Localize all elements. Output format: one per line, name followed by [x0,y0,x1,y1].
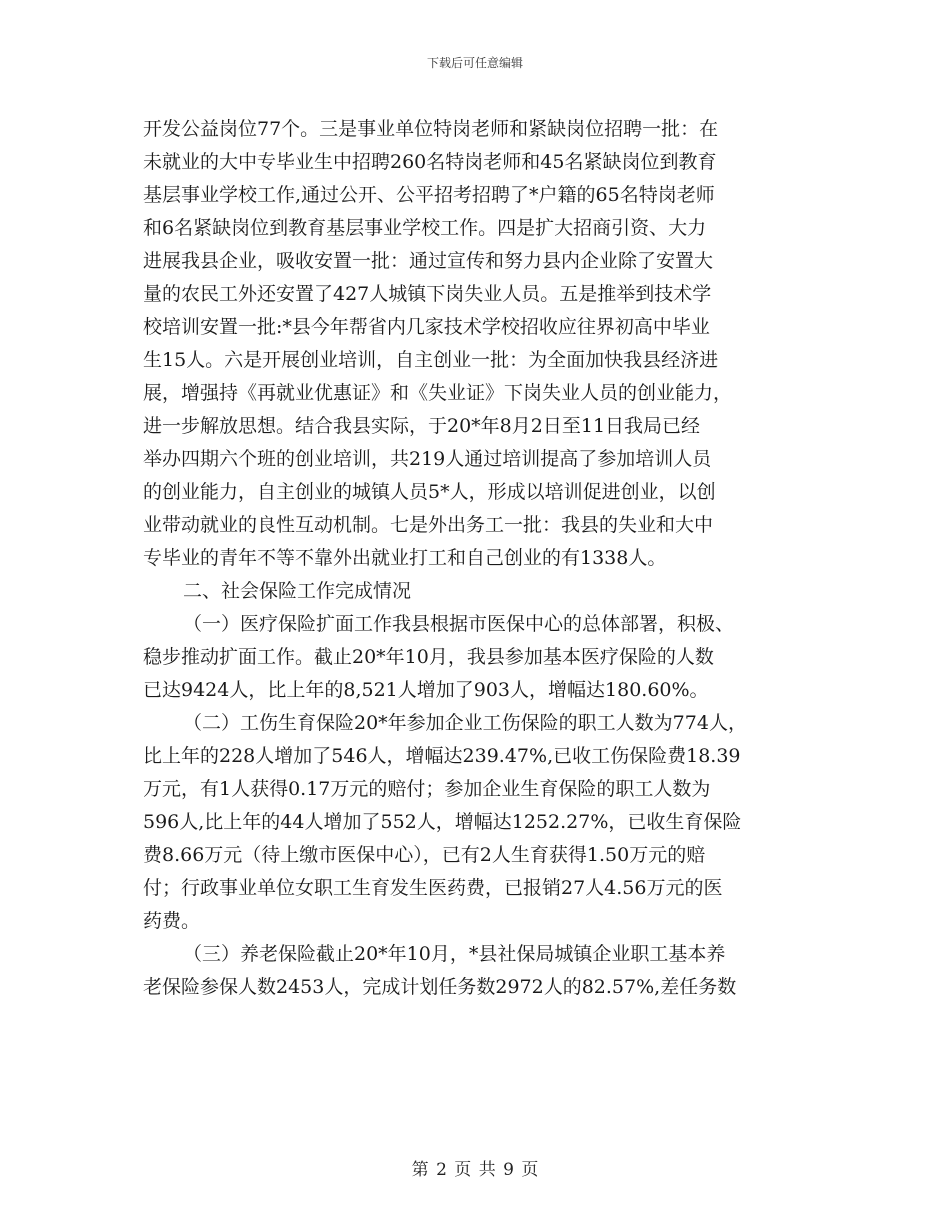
text-line: 业带动就业的良性互动机制。七是外出务工一批：我县的失业和大中 [143,514,714,536]
text-line: 596人,比上年的44人增加了552人，增幅达1252.27%，已收生育保险 [143,811,742,833]
text-line: 基层事业学校工作,通过公开、公平招考招聘了*户籍的65名特岗老师 [143,184,715,206]
text-line: （二）工伤生育保险20*年参加企业工伤保险的职工人数为774人， [183,712,747,734]
text-line: 和6名紧缺岗位到教育基层事业学校工作。四是扩大招商引资、大力 [143,217,707,239]
text-line: 二、社会保险工作完成情况 [183,580,412,602]
text-line: 比上年的228人增加了546人，增幅达239.47%,已收工伤保险费18.39 [143,745,741,767]
text-line: 举办四期六个班的创业培训，共219人通过培训提高了参加培训人员 [143,448,712,470]
text-line: 专毕业的青年不等不靠外出就业打工和自己创业的有1338人。 [143,547,667,569]
text-line: 量的农民工外还安置了427人城镇下岗失业人员。五是推举到技术学 [143,283,712,305]
page-header: 下载后可任意编辑 [426,56,523,70]
text-line: 校培训安置一批:*县今年帮省内几家技术学校招收应往界初高中毕业 [143,316,710,338]
document-body [143,113,823,1004]
text-line: 老保险参保人数2453人，完成计划任务数2972人的82.57%,差任务数 [143,976,737,998]
text-line: 生15人。六是开展创业培训，自主创业一批：为全面加快我县经济进 [143,349,719,371]
text-line: 药费。 [143,910,201,932]
text-line: （三）养老保险截止20*年10月，*县社保局城镇企业职工基本养 [183,943,726,965]
text-line: 开发公益岗位77个。三是事业单位特岗老师和紧缺岗位招聘一批：在 [143,118,719,140]
text-line: 稳步推动扩面工作。截止20*年10月，我县参加基本医疗保险的人数 [143,646,714,668]
text-line: 进展我县企业，吸收安置一批：通过宣传和努力县内企业除了安置大 [143,250,714,272]
text-line: 未就业的大中专毕业生中招聘260名特岗老师和45名紧缺岗位到教育 [143,151,717,173]
text-line: 的创业能力，自主创业的城镇人员5*人，形成以培训促进创业，以创 [143,481,716,503]
text-line: 付；行政事业单位女职工生育发生医药费，已报销27人4.56万元的医 [143,877,723,899]
text-line: 已达9424人，比上年的8,521人增加了903人，增幅达180.60%。 [143,679,709,701]
text-line: 展，增强持《再就业优惠证》和《失业证》下岗失业人员的创业能力， [143,382,733,404]
text-line: （一）医疗保险扩面工作我县根据市医保中心的总体部署，积极、 [183,613,735,635]
text-line: 万元，有1人获得0.17万元的赔付；参加企业生育保险的职工人数为 [143,778,711,800]
text-line: 进一步解放思想。结合我县实际，于20*年8月2日至11日我局已经 [143,415,701,437]
page-footer: 第 2 页 共 9 页 [411,1160,539,1180]
text-line: 费8.66万元（待上缴市医保中心），已有2人生育获得1.50万元的赔 [143,844,706,866]
